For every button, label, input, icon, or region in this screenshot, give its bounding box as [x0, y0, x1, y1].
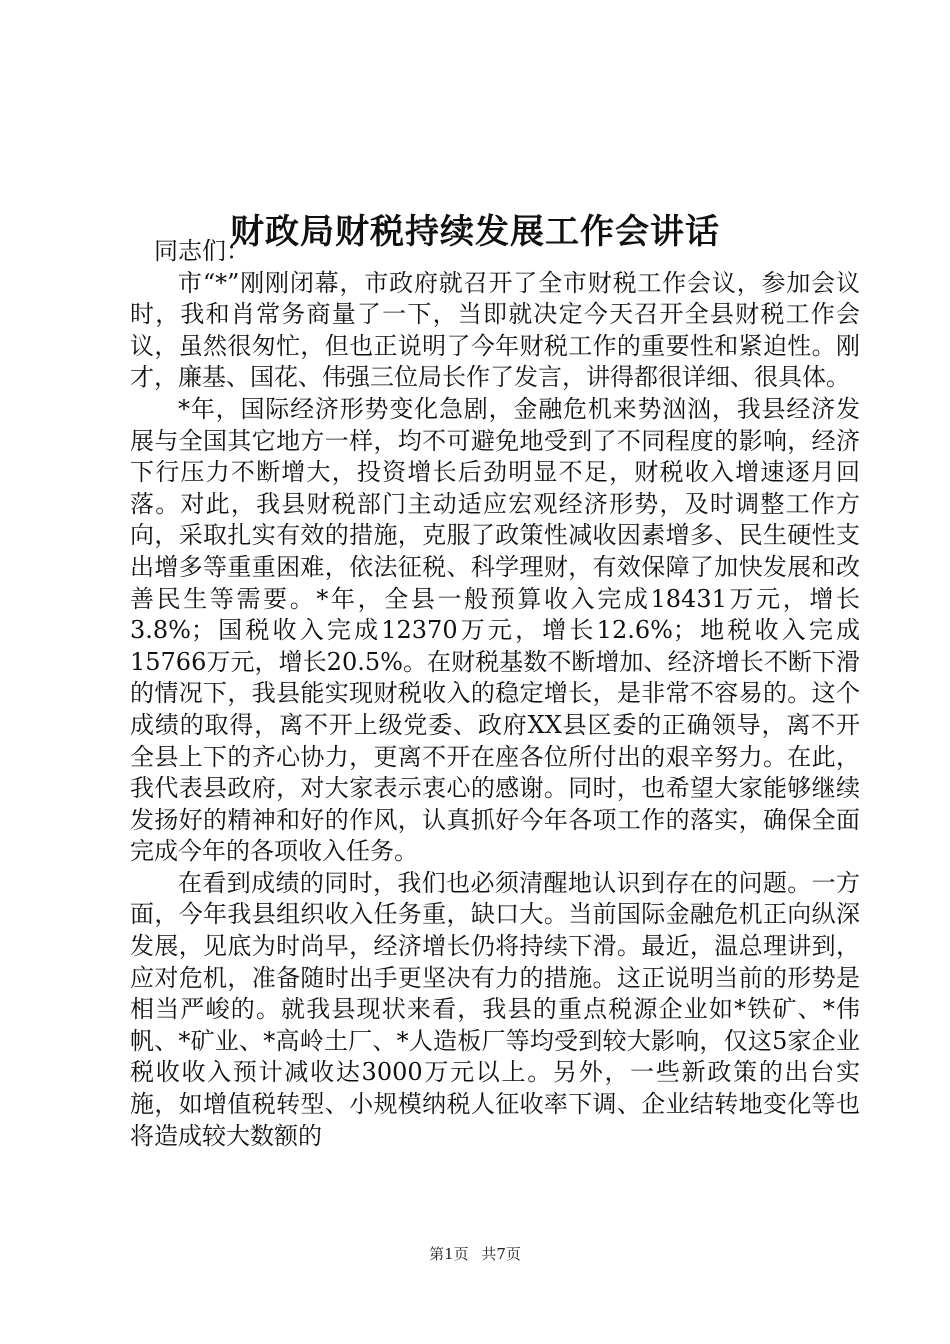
paragraph-3: 在看到成绩的同时，我们也必须清醒地认识到存在的问题。一方面，今年我县组织收入任务重，缺口大。当前国际金融危机正向纵深发展，见底为时尚早，经济增长仍将持续下滑。最近，温总理讲到，应对危机，准备随时出手更坚决有力的措施。这正说明当前的形势是相当严峻的。就我县现状来看，我县的重点税源企业如*铁矿、*伟帆、*矿业、*高岭土厂、*人造板厂等均受到较大影响，仅这5家企业税收收入预计减收达3000万元以上。另外，一些新政策的出台实施，如增值税转型、小规模纳税人征收率下调、企业结转地变化等也将造成较大数额的 — [130, 868, 860, 1150]
salutation: 同志们： — [154, 237, 250, 265]
page-footer — [0, 1244, 950, 1264]
paragraph-2: *年，国际经济形势变化急剧，金融危机来势汹汹，我县经济发展与全国其它地方一样，均不可避免地受到了不同程度的影响，经济下行压力不断增大，投资增长后劲明显不足，财税收入增速逐月回落。对此，我县财税部门主动适应宏观经济形势，及时调整工作方向，采取扎实有效的措施，克服了政策性减收因素增多、民生硬性支出增多等重重困难，依法征税、科学理财，有效保障了加快发展和改善民生等需要。*年，全县一般预算收入完成18431万元，增长3.8%；国税收入完成12370万元，增长12.6%；地税收入完成15766万元，增长20.5%。在财税基数不断增加、经济增长不断下滑的情况下，我县能实现财税收入的稳定增长，是非常不容易的。这个成绩的取得，离不开上级党委、政府XX县区委的正确领导，离不开全县上下的齐心协力，更离不开在座各位所付出的艰辛努力。在此，我代表县政府，对大家表示衷心的感谢。同时，也希望大家能够继续发扬好的精神和好的作风，认真抓好今年各项工作的落实，确保全面完成今年的各项收入任务。 — [130, 394, 860, 866]
paragraph-1: 市“*”刚刚闭幕，市政府就召开了全市财税工作会议，参加会议时，我和肖常务商量了一下，当即就决定今天召开全县财税工作会议，虽然很匆忙，但也正说明了今年财税工作的重要性和紧迫性。刚才，廉基、国花、伟强三位局长作了发言，讲得都很详细、很具体。 — [130, 268, 860, 392]
page-number: 第1页 — [429, 1245, 469, 1263]
document-title: 财政局财税持续发展工作会讲话 — [230, 211, 720, 252]
document-body — [130, 236, 860, 1152]
total-pages: 共7页 — [481, 1245, 521, 1263]
